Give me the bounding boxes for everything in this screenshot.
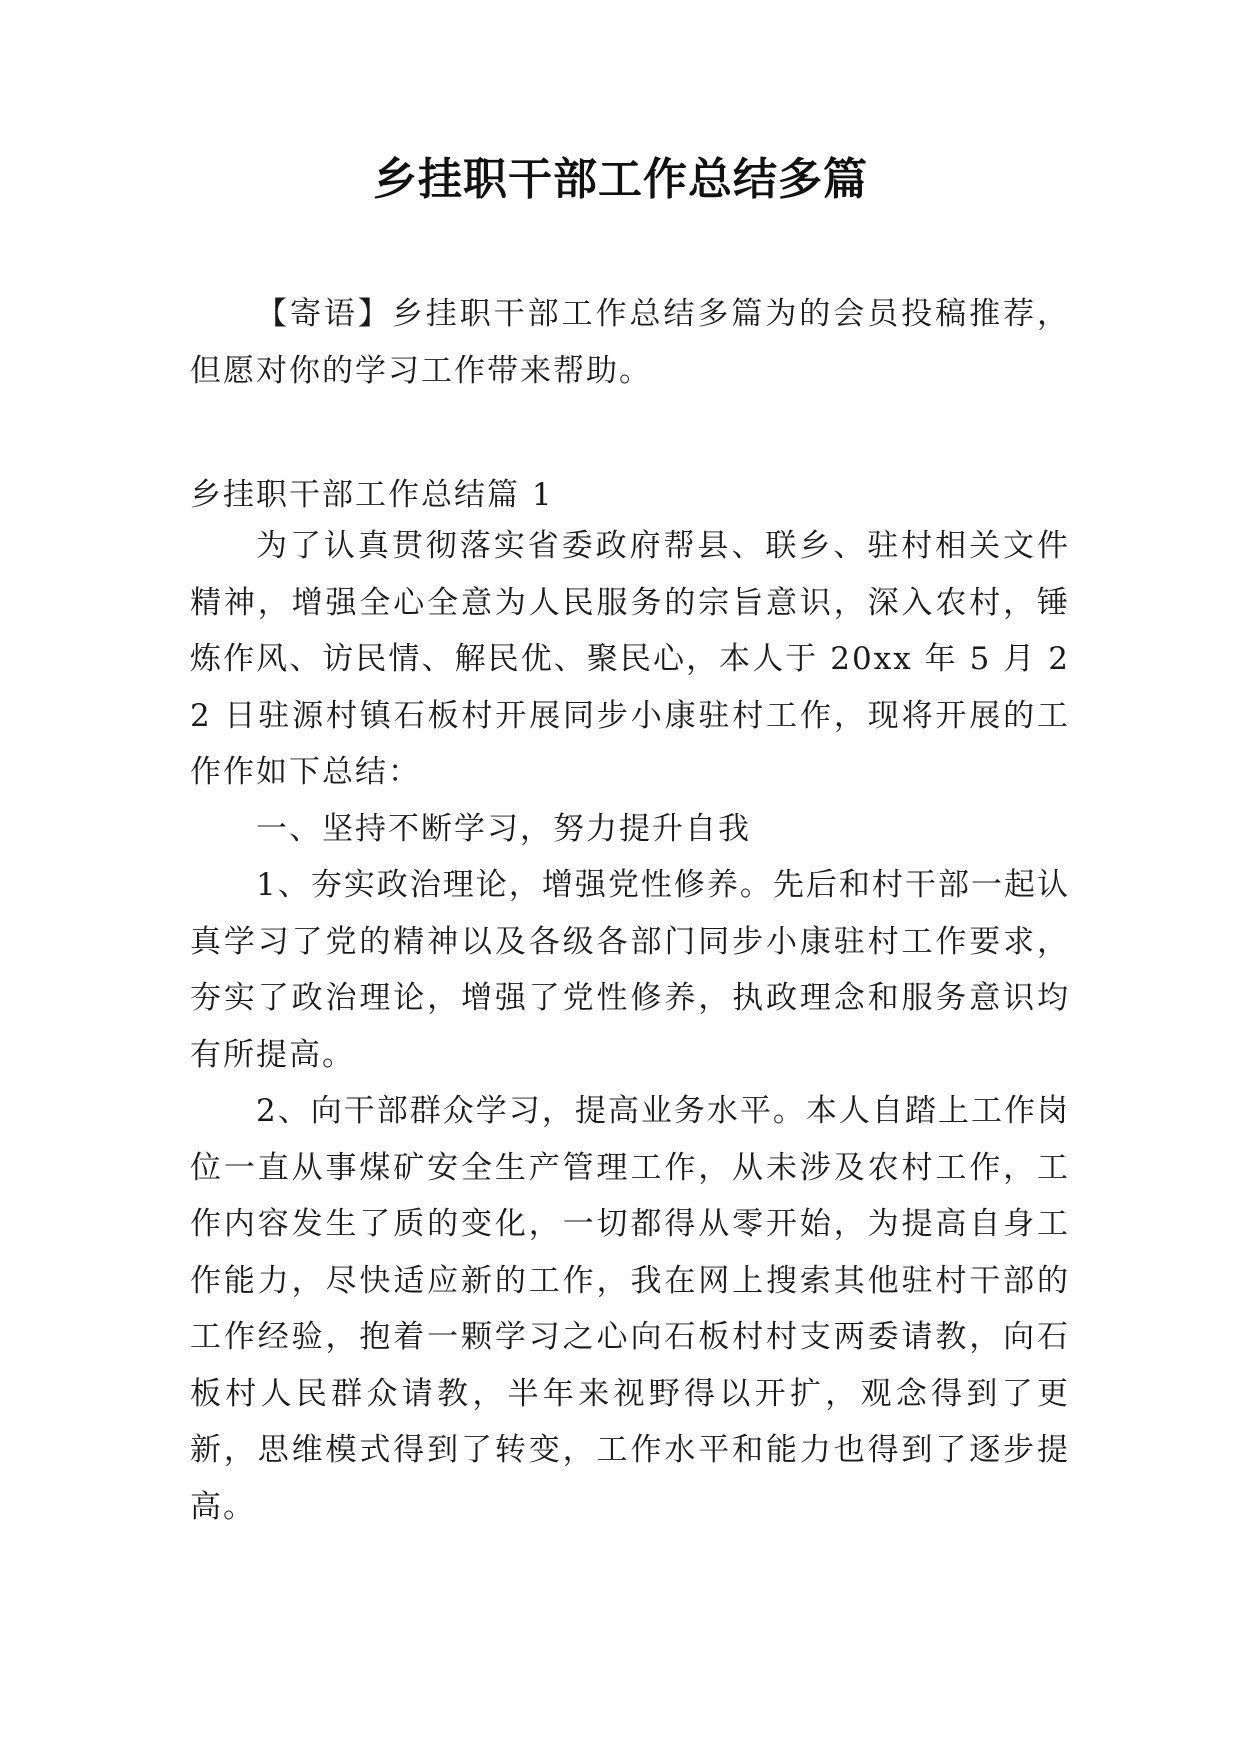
body-paragraph: 2、向干部群众学习，提高业务水平。本人自踏上工作岗位一直从事煤矿安全生产管理工作，从未涉及农村工作，工作内容发生了质的变化，一切都得从零开始，为提高自身工作能力，尽快适应新的工作，我在网上搜索其他驻村干部的工作经验，抱着一颗学习之心向石板村村支两委请教，向石板村人民群众请教，半年来视野得以开扩，观念得到了更新，思维模式得到了转变，工作水平和能力也得到了逐步提高。: [190, 1093, 1070, 1525]
section-heading: 乡挂职干部工作总结篇 1: [190, 477, 554, 513]
document-body: [190, 518, 1070, 1535]
intro-paragraph: 【寄语】乡挂职干部工作总结多篇为的会员投稿推荐，但愿对你的学习工作带来帮助。: [190, 296, 1070, 389]
body-paragraph: 1、夯实政治理论，增强党性修养。先后和村干部一起认真学习了党的精神以及各级各部门同步小康驻村工作要求，夯实了政治理论，增强了党性修养，执政理念和服务意识均有所提高。: [190, 867, 1070, 1073]
body-paragraph: 为了认真贯彻落实省委政府帮县、联乡、驻村相关文件精神，增强全心全意为人民服务的宗旨意识，深入农村，锤炼作风、访民情、解民优、聚民心，本人于 20xx 年 5 月 22 日驻源村镇石板村开展同步小康驻村工作，现将开展的工作作如下总结：: [190, 528, 1070, 790]
document-title: 乡挂职干部工作总结多篇: [373, 154, 868, 205]
subsection-heading: 一、坚持不断学习，努力提升自我: [256, 810, 751, 847]
